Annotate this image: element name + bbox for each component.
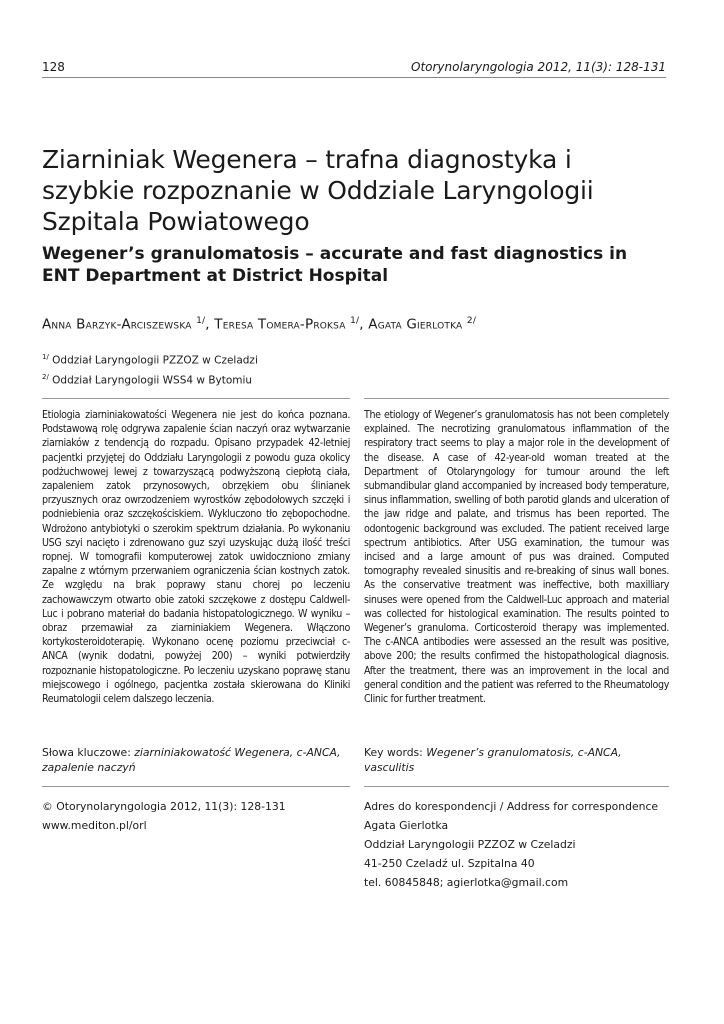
correspondence-institution: Oddział Laryngologii PZZOZ w Czeladzi [364, 838, 576, 851]
keywords-label: Key words [364, 746, 420, 759]
correspondence-block [364, 797, 658, 892]
author-affiliation-mark: 2/ [466, 316, 477, 326]
abstract-divider [42, 398, 350, 399]
abstract-polish: Etiologia ziarniniakowatości Wegenera nie jest do końca poznana. Podstawową rolę odgrywa zapalenie ścian naczyń oraz wytwarzanie ziarniaków z tendencją do rozpadu. Opisano przypadek 42-letniej pacjentki przyjętej do Oddziału Laryngologii z powodu guza okolicy podżuchwowej lewej z towarzyszącą podwyższoną ciepłotą ciała, zapaleniem zatok przynosowych, obrzękiem obu ślinianek przyusznych oraz owrzodzeniem wyrostków zębodołowych szczęki i podniebienia oraz szczękościskiem. Wykluczono tło zębopochodne. Wdrożono antybiotyki o szerokim spektrum działania. Po wykonaniu USG szyi nacięto i zdrenowano guz szyi uzyskując dużą ilość treści ropnej. W tomografii komputerowej zatok uwidoczniono zmiany zapalne z wtórnym przerwaniem ograniczenia ścian kostnych zatok. Ze względu na brak poprawy stanu chorej po leczeniu zachowawczym otwarto obie zatoki szczękowe z dostępu Caldwell-Luc i pobrano materiał do badania histopatologicznego. W wyniku – obraz przemawiał za ziarniniakiem Wegenera. Włączono kortykosteroidoterapię. Wykonano ocenę poziomu przeciwciał c-ANCA (wynik dodatni, powyżej 200) – wyniki potwierdziły rozpoznanie histopatologiczne. Po leczeniu uzyskano poprawę stanu miejscowego i ogólnego, pacjentka została skierowana do Kliniki Reumatologii celem dalszego leczenia. [42, 409, 350, 706]
author-list: Anna Barzyk-Arciszewska $^{1/}$, Teresa Tomera-Proksa $^{1/}$, Agata Gierlotka $^{2/}$ [42, 316, 477, 333]
affiliation-text: Oddział Laryngologii WSS4 w Bytomiu [52, 374, 253, 387]
author-name: Agata Gierlotka [368, 316, 463, 333]
affiliation-text: Oddział Laryngologii PZZOZ w Czeladzi [52, 354, 258, 367]
keywords-text: Wegener’s granulomatosis, c-ANCA, vasculitis [364, 746, 622, 774]
journal-url: www.mediton.pl/orl [42, 819, 147, 832]
footer-divider [364, 786, 669, 787]
abstract-divider [364, 398, 669, 399]
keywords-polish: Słowa kluczowe: ziarniniakowatość Wegenera, c-ANCA, zapalenie naczyń [42, 746, 341, 774]
author-affiliation-mark: 1/ [350, 316, 360, 326]
abstract-english: The etiology of Wegener’s granulomatosis has not been completely explained. The necrotizing granulomatous inflammation of the respiratory tract seems to play a major role in the development of the disease. A case of 42-year-old woman treated at the Department of Otolaryngology for tumour around the left submandibular gland accompanied by increased body temperature, sinus inflammation, swelling of both parotid glands and ulceration of the jaw ridge and palate, and trismus has been reported. The odontogenic background was excluded. The patient received large spectrum antibiotics. After USG examination, the tumour was incised and a large amount of pus was drained. Computed tomography revealed sinusitis and re-breaking of sinus wall bones. As the conservative treatment was ineffective, both maxilliary sinuses were opened from the Caldwell-Luc approach and material was collected for histological examination. The results pointed to Wegener’s granuloma. Corticosteroid therapy was implemented. The c-ANCA antibodies were assessed an the result was positive, above 200; the results confirmed the histopathological diagnosis. After the treatment, there was an improvement in the local and general condition and the patient was referred to the Rheumatology Clinic for further treatment. [364, 409, 669, 706]
keywords-english: Key words: Wegener’s granulomatosis, c-ANCA, vasculitis [364, 746, 622, 774]
keywords-label: Słowa kluczowe [42, 746, 128, 759]
copyright-notice: © Otorynolaryngologia 2012, 11(3): 128-131 [42, 800, 286, 813]
correspondence-heading: Adres do korespondencji / Address for correspondence [364, 800, 659, 813]
affiliation-mark: 1/ [42, 353, 49, 361]
affiliation-mark: 2/ [42, 373, 49, 381]
correspondence-contact: tel. 60845848; agierlotka@gmail.com [364, 876, 569, 889]
journal-citation: Otorynolaryngologia 2012, 11(3): 128-131 [411, 60, 666, 74]
title-polish: Ziarniniak Wegenera – trafna diagnostyka i szybkie rozpoznanie w Oddziale Laryngologii Szpitala Powiatowego [42, 145, 594, 236]
affiliation [42, 353, 258, 367]
author-affiliation-mark: 1/ [196, 316, 206, 326]
header-divider [42, 77, 666, 78]
author-name: Anna Barzyk-Arciszewska [42, 316, 192, 333]
footer-divider [42, 786, 350, 787]
author-name: Teresa Tomera-Proksa [214, 316, 346, 333]
correspondence-address: 41-250 Czeladź ul. Szpitalna 40 [364, 857, 535, 870]
journal-footer [42, 797, 286, 835]
keywords-text: ziarniniakowatość Wegenera, c-ANCA, zapalenie naczyń [42, 746, 341, 774]
title-english: Wegener’s granulomatosis – accurate and fast diagnostics in ENT Department at District Hospital [42, 244, 628, 286]
affiliation [42, 373, 252, 387]
correspondence-name: Agata Gierlotka [364, 819, 449, 832]
page-number: 128 [42, 60, 65, 74]
